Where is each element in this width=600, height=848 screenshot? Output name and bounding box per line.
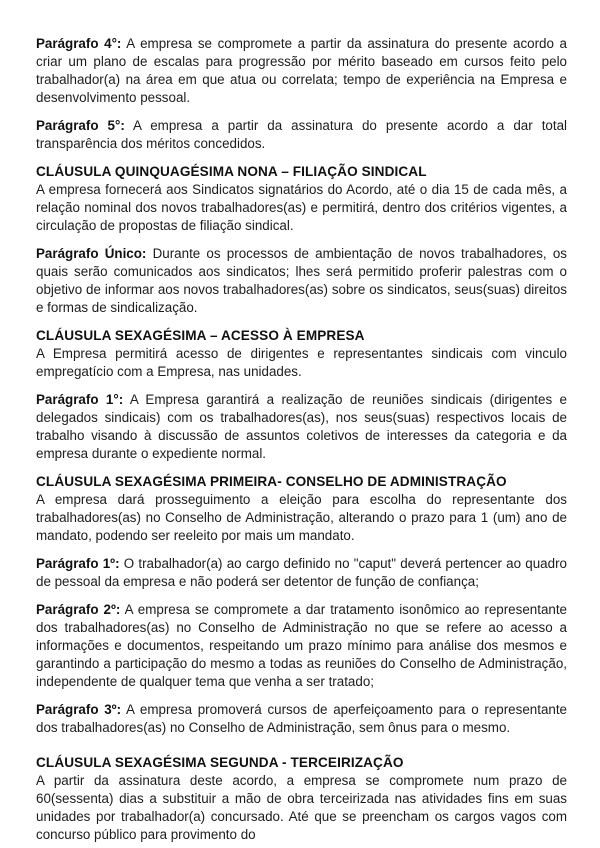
paragraph-4-label: Parágrafo 4°: [36, 36, 122, 51]
clause-61-paragraph-3 [36, 701, 567, 737]
paragraph-4-text: A empresa se compromete a partir da assinatura do presente acordo a criar um plano de escalas para progressão por mérito baseado em cursos feito pelo trabalhador(a) na área em que atua ou correlata; tempo de experiência na Empresa e desenvolvimento pessoal. [36, 36, 568, 105]
clause-59-heading: CLÁUSULA QUINQUAGÉSIMA NONA – FILIAÇÃO SINDICAL [36, 164, 427, 179]
paragraph-5 [36, 117, 567, 153]
clause-61-paragraph-2-label: Parágrafo 2º: [36, 602, 121, 617]
clause-60-paragraph-1-text: A Empresa garantirá a realização de reuniões sindicais (dirigentes e delegados sindicais) com os trabalhadores(as), nos seus(suas) respectivos locais de trabalho visando à discussão de assuntos coletivos de interesses da categoria e da empresa durante o expediente normal. [36, 392, 568, 461]
clause-60-body [36, 345, 567, 381]
clause-61-paragraph-1 [36, 555, 567, 591]
paragraph-5-text: A empresa a partir da assinatura do presente acordo a dar total transparência dos méritos concedidos. [36, 118, 568, 151]
clause-59-body-text: A empresa fornecerá aos Sindicatos signatários do Acordo, até o dia 15 de cada mês, a relação nominal dos novos trabalhadores(as) e permitirá, dentro dos critérios vigentes, a circulação de propostas de filiação sindical. [36, 182, 567, 233]
clause-61-body [36, 491, 567, 545]
clause-60-body-text: A Empresa permitirá acesso de dirigentes e representantes sindicais com vinculo empregatício com a Empresa, nas unidades. [36, 346, 567, 379]
clause-61-paragraph-3-text: A empresa promoverá cursos de aperfeiçoamento para o representante dos trabalhadores(as) no Conselho de Administração, sem ônus para o mesmo. [36, 702, 567, 735]
clause-61-paragraph-3-label: Parágrafo 3º: [36, 702, 122, 717]
clause-62-body-text: A partir da assinatura deste acordo, a empresa se compromete num prazo de 60(sessenta) dias a substituir a mão de obra terceirizada nas atividades fins em suas unidades por trabalhador(a) concursado. Até que se preencham os cargos vagos com concurso público para provimento do [36, 773, 567, 842]
clause-60-paragraph-1-label: Parágrafo 1°: [36, 392, 124, 407]
clause-59-body [36, 181, 567, 235]
clause-61-paragraph-2 [36, 601, 567, 691]
clause-61-paragraph-2-text: A empresa se compromete a dar tratamento isonômico ao representante dos trabalhadores(as) no Conselho de Administração no que se refere ao acesso a informações e documentos, respeitando um prazo mínimo para análise dos mesmos e garantindo a participação do mesmo a todas as reuniões do Conselho de Administração, independente de qualquer tema que venha a ser tratado; [36, 602, 568, 689]
paragraph-5-label: Parágrafo 5°: [36, 118, 125, 133]
paragraph-4 [36, 35, 567, 107]
paragraph-unico-text: Durante os processos de ambientação de novos trabalhadores, os quais serão comunicados aos sindicatos; lhes será permitido proferir palestras com o objetivo de informar aos novos trabalhadores(as) sobre os sindicatos, seus(suas) direitos e formas de sindicalização. [36, 246, 567, 315]
paragraph-unico-label: Parágrafo Único: [36, 246, 147, 261]
clause-62-heading: CLÁUSULA SEXAGÉSIMA SEGUNDA - TERCEIRIZAÇÃO [36, 755, 404, 770]
clause-60-paragraph-1 [36, 391, 567, 463]
clause-61-heading: CLÁUSULA SEXAGÉSIMA PRIMEIRA- CONSELHO DE ADMINISTRAÇÃO [36, 474, 507, 489]
clause-61-paragraph-1-text: O trabalhador(a) ao cargo definido no "caput" deverá pertencer ao quadro de pessoal da empresa e não poderá ser detentor de função de confiança; [36, 556, 567, 589]
clause-60-heading: CLÁUSULA SEXAGÉSIMA – ACESSO À EMPRESA [36, 328, 365, 343]
clause-62-body [36, 772, 567, 844]
clause-61-body-text: A empresa dará prosseguimento a eleição para escolha do representante dos trabalhadores(as) no Conselho de Administração, alterando o prazo para 1 (um) ano de mandato, podendo ser reeleito por mais um mandato. [36, 492, 567, 543]
paragraph-unico [36, 245, 567, 317]
clause-61-paragraph-1-label: Parágrafo 1º: [36, 556, 120, 571]
